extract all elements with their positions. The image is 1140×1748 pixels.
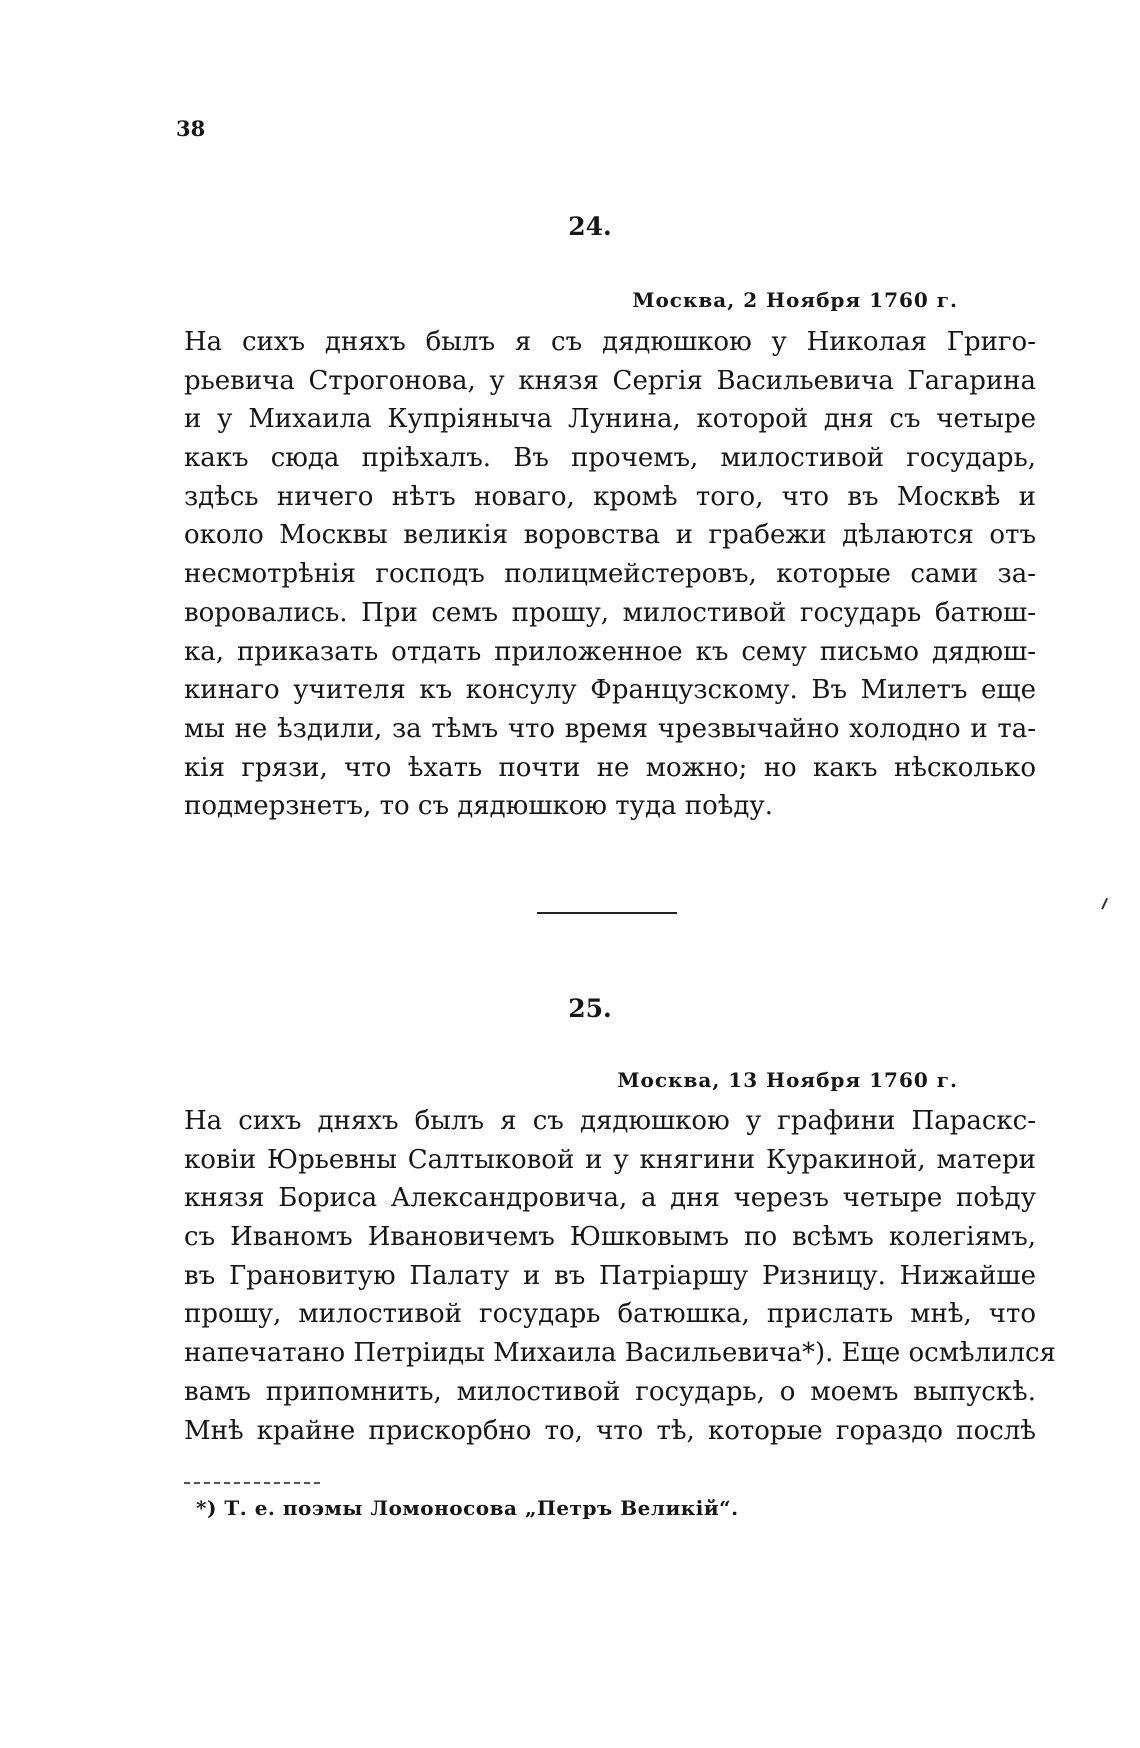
letter-body-24	[184, 323, 1036, 826]
text-line: Мнѣ крайне прискорбно то, что тѣ, которые гораздо послѣ	[184, 1415, 1036, 1446]
text-line: и у Михаила Купріяныча Лунина, которой дня съ четыре	[184, 404, 1036, 435]
text-line: подмерзнетъ, то съ дядюшкою туда поѣду.	[184, 791, 773, 822]
text-line: кинаго учителя къ консулу Французскому. Въ Милетъ еще	[184, 675, 1036, 706]
page-number: 38	[176, 116, 206, 141]
letter-number-25: 25.	[568, 994, 612, 1023]
dateline-letter-25: Москва, 13 Ноября 1760 г.	[617, 1068, 958, 1092]
footnote-rule	[184, 1482, 320, 1484]
text-line: здѣсь ничего нѣтъ новаго, кромѣ того, что въ Москвѣ и	[184, 481, 1036, 512]
letter-number-24: 24.	[568, 212, 612, 241]
text-line: На сихъ дняхъ былъ я съ дядюшкою у Николая Григо-	[184, 327, 1036, 357]
dateline-letter-24: Москва, 2 Ноября 1760 г.	[632, 288, 958, 312]
text-line: мы не ѣздили, за тѣмъ что время чрезвычайно холодно и та-	[184, 713, 1036, 744]
text-line: около Москвы великія воровства и грабежи дѣлаются отъ	[184, 520, 1036, 551]
text-line: князя Бориса Александровича, а дня черезъ четыре поѣду	[184, 1183, 1036, 1214]
text-line: ковіи Юрьевны Салтыковой и у княгини Куракиной, матери	[184, 1144, 1036, 1175]
text-line: кія грязи, что ѣхать почти не можно; но какъ нѣсколько	[184, 752, 1036, 783]
text-line: несмотрѣнія господъ полицмейстеровъ, которые сами за-	[184, 559, 1036, 590]
text-line: ка, приказать отдать приложенное къ сему письмо дядюш-	[184, 636, 1036, 667]
footnote: *) Т. е. поэмы Ломоносова „Петръ Великій“.	[196, 1496, 739, 1520]
section-divider	[537, 912, 677, 914]
text-line: вамъ припомнить, милостивой государь, о моемъ выпускѣ.	[184, 1376, 1036, 1407]
text-line: съ Иваномъ Ивановичемъ Юшковымъ по всѣмъ колегіямъ,	[184, 1222, 1036, 1253]
text-line: прошу, милостивой государь батюшка, прислать мнѣ, что	[184, 1299, 1036, 1330]
text-line: На сихъ дняхъ былъ я съ дядюшкою у графини Параскс-	[184, 1106, 1036, 1136]
text-line: въ Грановитую Палату и въ Патріаршу Ризницу. Нижайше	[184, 1260, 1036, 1291]
text-line: какъ сюда пріѣхалъ. Въ прочемъ, милостивой государь,	[184, 443, 1036, 474]
text-line: рьевича Строгонова, у князя Сергія Васильевича Гагарина	[184, 365, 1036, 396]
letter-body-25	[184, 1102, 1056, 1450]
text-line: воровались. При семъ прошу, милостивой государь батюш-	[184, 597, 1036, 628]
stray-mark	[1094, 894, 1108, 909]
text-line: напечатано Петріиды Михаила Васильевича*). Еще осмѣлился	[184, 1338, 1056, 1369]
